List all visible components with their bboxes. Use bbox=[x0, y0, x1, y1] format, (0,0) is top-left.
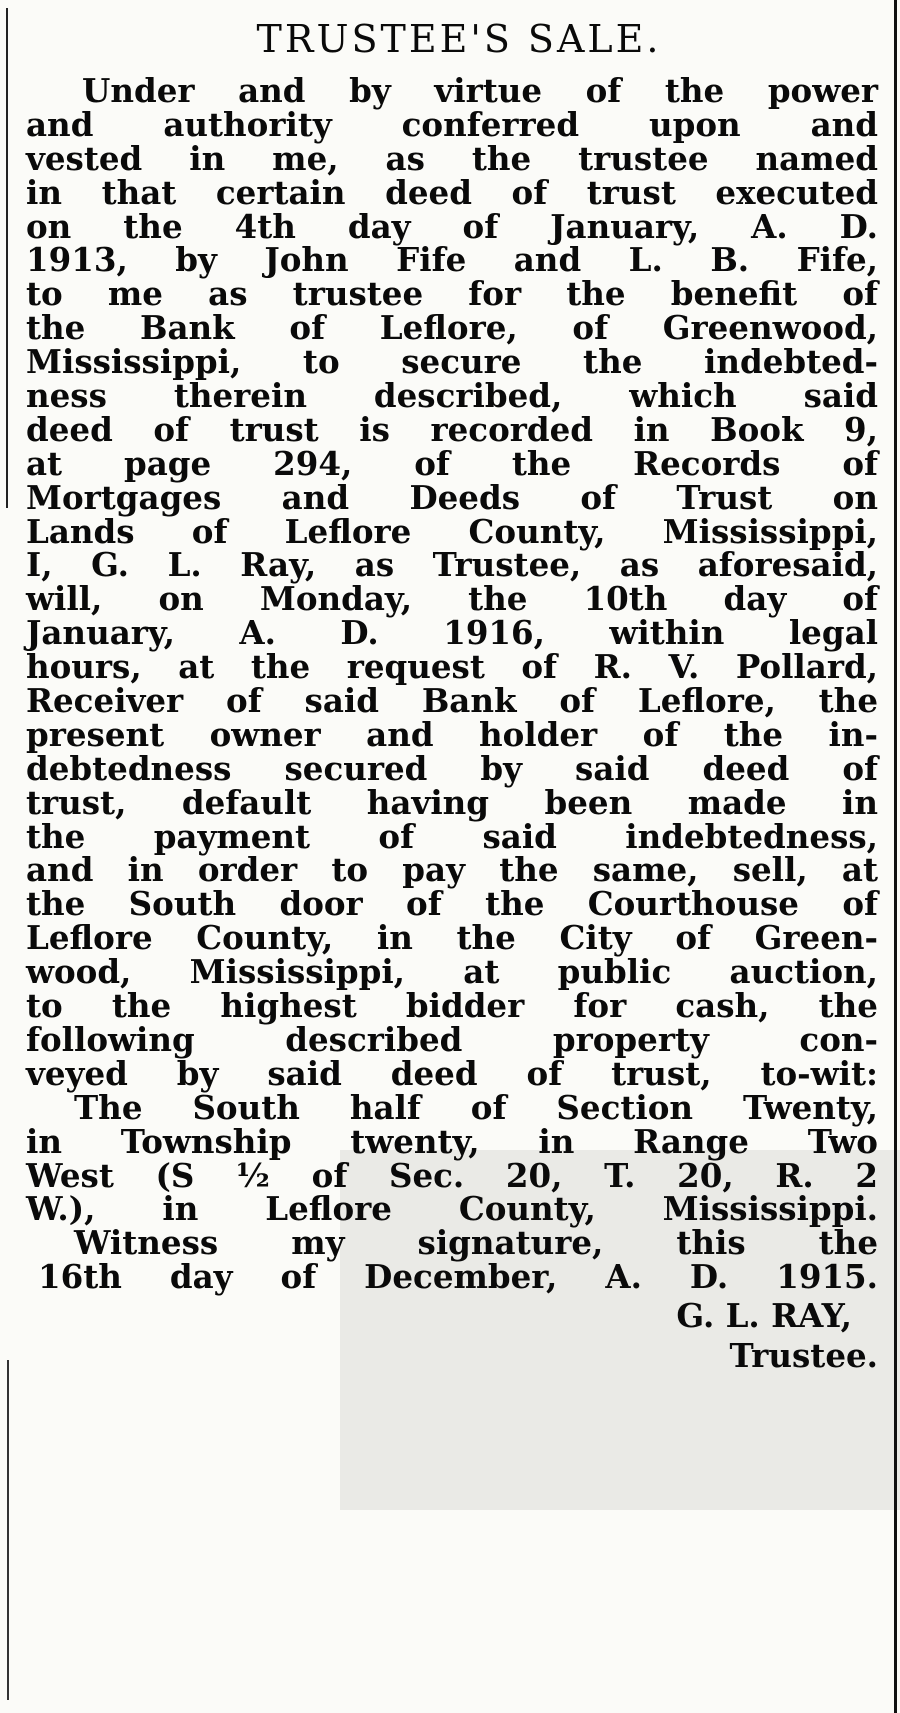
column-rule-left bbox=[6, 8, 8, 508]
notice-line: 1913, by John Fife and L. B. Fife, bbox=[26, 240, 878, 280]
notice-line: Witness my signature, this the bbox=[74, 1223, 878, 1263]
notice-line: on the 4th day of January, A. D. bbox=[26, 206, 878, 246]
notice-line: The South half of Section Twenty, bbox=[74, 1087, 878, 1127]
column-rule-right bbox=[894, 0, 897, 1713]
notice-line: the Bank of Leflore, of Greenwood, bbox=[26, 308, 878, 348]
notice-line: trust, default having been made in bbox=[26, 782, 878, 822]
notice-line: and in order to pay the same, sell, at bbox=[26, 850, 878, 890]
notice-line: present owner and holder of the in- bbox=[26, 714, 878, 754]
signature-title: Trustee. bbox=[729, 1336, 878, 1376]
notice-line: following described property con- bbox=[26, 1019, 878, 1059]
notice-line: I, G. L. Ray, as Trustee, as aforesaid, bbox=[26, 545, 878, 585]
notice-line: Mortgages and Deeds of Trust on bbox=[26, 477, 878, 517]
notice-line: veyed by said deed of trust, to-wit: bbox=[26, 1053, 878, 1093]
notice-line: debtedness secured by said deed of bbox=[26, 748, 878, 788]
notice-line: and authority conferred upon and bbox=[26, 104, 878, 144]
notice-line: wood, Mississippi, at public auction, bbox=[26, 952, 878, 992]
signature-name: G. L. RAY, bbox=[676, 1296, 852, 1336]
notice-line: Mississippi, to secure the indebted- bbox=[26, 342, 878, 382]
notice-line: Leflore County, in the City of Green- bbox=[26, 918, 878, 958]
notice-line: 16th day of December, A. D. 1915. bbox=[38, 1257, 878, 1297]
notice-line: the payment of said indebtedness, bbox=[26, 816, 878, 856]
notice-line: January, A. D. 1916, within legal bbox=[26, 613, 878, 653]
notice-title: TRUSTEE'S SALE. bbox=[256, 17, 662, 61]
notice-line: Lands of Leflore County, Mississippi, bbox=[26, 511, 878, 551]
notice-line: will, on Monday, the 10th day of bbox=[26, 579, 878, 619]
notice-line: to the highest bidder for cash, the bbox=[26, 986, 878, 1026]
notice-line: hours, at the request of R. V. Pollard, bbox=[26, 647, 878, 687]
notice-line: deed of trust is recorded in Book 9, bbox=[26, 409, 878, 449]
notice-line: to me as trustee for the benefit of bbox=[26, 274, 878, 314]
notice-line: ness therein described, which said bbox=[26, 376, 878, 416]
notice-line: Receiver of said Bank of Leflore, the bbox=[26, 681, 878, 721]
notice-body bbox=[26, 71, 878, 1297]
notice-line: West (S ½ of Sec. 20, T. 20, R. 2 bbox=[26, 1155, 878, 1195]
notice-line: at page 294, of the Records of bbox=[26, 443, 878, 483]
notice-line: in Township twenty, in Range Two bbox=[26, 1121, 878, 1161]
notice-line: in that certain deed of trust executed bbox=[26, 172, 878, 212]
notice-line: W.), in Leflore County, Mississippi. bbox=[26, 1189, 878, 1229]
legal-notice bbox=[26, 14, 878, 1374]
notice-line: vested in me, as the trustee named bbox=[26, 138, 878, 178]
notice-line: the South door of the Courthouse of bbox=[26, 884, 878, 924]
notice-line: Under and by virtue of the power bbox=[82, 71, 878, 110]
column-rule-left-lower bbox=[7, 1360, 9, 1700]
